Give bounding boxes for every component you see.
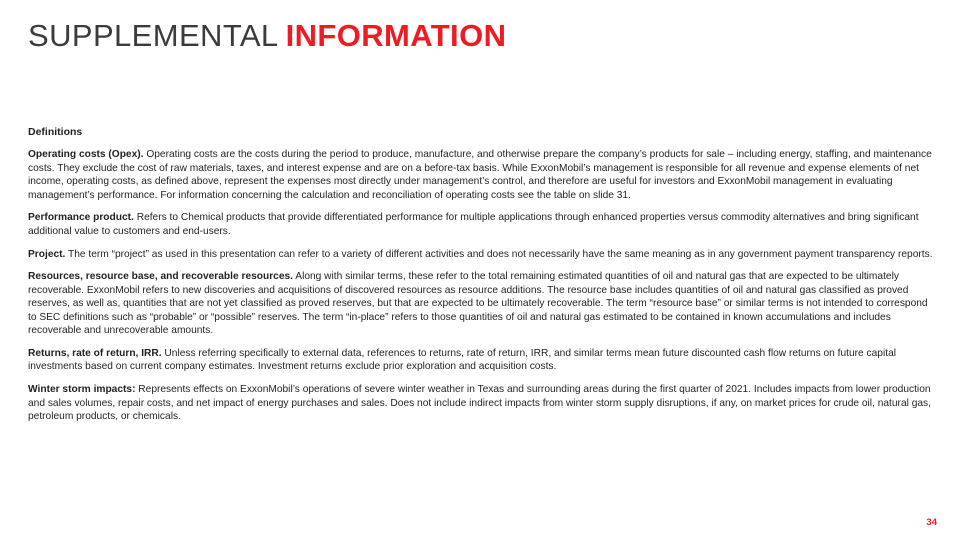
definition-term: Returns, rate of return, IRR. (28, 347, 162, 359)
definition-text: Operating costs are the costs during the period to produce, manufacture, and otherwise prepare the company’s products for sale – including energy, staffing, and maintenance costs. They exclude the cost of raw materials, taxes, and interest expense and are on a before-tax basis. While ExxonMobil’s management is responsible for all revenue and expense elements of net income, operating costs, as defined above, represent the expenses most directly under management’s control, and therefore are useful for investors and ExxonMobil management in evaluating management’s performance. For information concerning the calculation and reconciliation of operating costs see the table on slide 31. (28, 149, 932, 201)
definition-entry (28, 248, 934, 262)
definition-entry (28, 148, 934, 202)
definitions-heading: Definitions (28, 126, 83, 138)
definition-text: Refers to Chemical products that provide differentiated performance for multiple applications through enhanced properties versus commodity alternatives and bring significant additional value to customers and end-users. (28, 212, 919, 237)
definition-entry (28, 383, 934, 424)
definition-entry (28, 211, 934, 238)
definition-term: Performance product. (28, 212, 134, 224)
definition-text: Unless referring specifically to external data, references to returns, rate of return, IRR, and similar terms mean future discounted cash flow returns on future capital investments based on current company estimates. Investment returns exclude prior exploration and acquisition costs. (28, 347, 896, 373)
definition-term: Project. (28, 248, 66, 260)
definition-term: Operating costs (Opex). (28, 149, 144, 161)
page-title (28, 18, 506, 54)
definition-term: Resources, resource base, and recoverable resources. (28, 271, 294, 283)
definition-term: Winter storm impacts: (28, 384, 136, 396)
page-title-accent: INFORMATION (285, 18, 507, 53)
page-number: 34 (926, 517, 937, 528)
definition-entry (28, 270, 934, 338)
page-title-main: SUPPLEMENTAL (28, 18, 279, 53)
definitions-section (28, 125, 934, 433)
definition-entry (28, 347, 934, 374)
definition-text: Along with similar terms, these refer to the total remaining estimated quantities of oil and natural gas that are expected to be ultimately recoverable. ExxonMobil refers to new discoveries and acquisitions of discovered resources as resource additions. The resource base includes quantities of oil and natural gas classified as proved reserves, as well as, quantities that are not yet classified as proved reserves, but that are expected to be ultimately recoverable. The term “resource base” or similar terms is not intended to correspond to SEC definitions such as “probable” or “possible” reserves. The term “in-place” refers to those quantities of oil and natural gas estimated to be contained in known accumulations and includes recoverable and unrecoverable amounts. (28, 271, 928, 337)
definition-text: The term “project” as used in this presentation can refer to a variety of different activities and does not necessarily have the same meaning as in any government payment transparency reports. (65, 248, 933, 260)
definition-text: Represents effects on ExxonMobil’s operations of severe winter weather in Texas and surrounding areas during the first quarter of 2021. Includes impacts from lower production and sales volumes, repair costs, and net impact of energy purchases and sales. Does not include indirect impacts from winter storm supply disruptions, if any, on market prices for crude oil, natural gas, petroleum products, or chemicals. (28, 384, 931, 423)
